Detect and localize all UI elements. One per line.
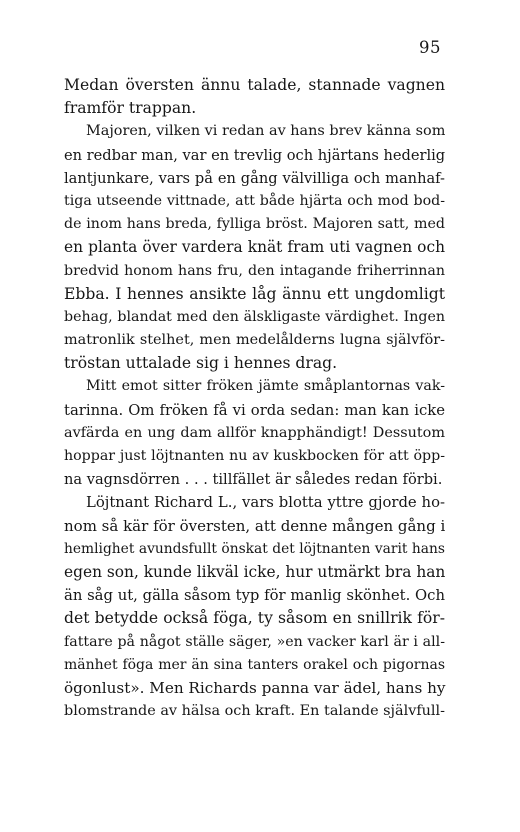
text-line: behag, blandat med den älskligaste värdighet. Ingen [64,308,445,325]
text-line: mänhet föga mer än sina tanters orakel och pigornas [64,656,445,673]
text-line: Ebba. I hennes ansikte låg ännu ett ungdomligt [64,284,445,303]
text-line: tröstan uttalade sig i hennes drag. [64,354,338,373]
text-line: egen son, kunde likväl icke, hur utmärkt bra han [64,562,446,581]
text-line: fattare på något ställe säger, »en vacker karl är i all- [64,633,445,650]
page-number: 95 [419,38,441,57]
text-line: avfärda en ung dam allför knapphändigt! Dessutom [64,424,445,441]
text-line: tarinna. Om fröken få vi orda sedan: man kan icke [64,401,445,419]
text-line: nom så kär för översten, att denne mången gång i [64,516,446,535]
text-line: de inom hans breda, fylliga bröst. Majoren satt, med [64,216,445,233]
text-line: ögonlust». Men Richards panna var ädel, hans hy [64,678,446,697]
text-line: lantjunkare, vars på en gång välvilliga och manhaf- [64,169,445,187]
text-line: hemlighet avundsfullt önskat det löjtnanten varit hans [64,540,445,557]
text-line: blomstrande av hälsa och kraft. En talande självfull- [64,703,445,720]
text-line: na vagnsdörren . . . tillfället är således redan förbi. [64,471,443,489]
text-line: det betydde också föga, ty såsom en snillrik för- [64,609,445,628]
body-text [64,74,445,723]
text-line: Mitt emot sitter fröken jämte småplantornas vak- [86,378,445,395]
text-line: hoppar just löjtnanten nu av kuskbocken för att öpp- [64,448,445,464]
text-line: än såg ut, gälla såsom typ för manlig skönhet. Och [64,587,445,605]
text-line: matronlik stelhet, men medelålderns lugna självför- [64,332,445,349]
text-line: tiga utseende vittnade, att både hjärta och mod bod- [64,192,445,209]
text-line: framför trappan. [64,99,197,118]
text-line: en redbar man, var en trevlig och hjärtans hederlig [64,146,446,164]
text-line: en planta över vardera knät fram uti vagnen och [64,238,445,257]
text-line: bredvid honom hans fru, den intagande friherrinnan [64,262,445,279]
text-line: Medan översten ännu talade, stannade vagnen [64,76,445,94]
text-line: Majoren, vilken vi redan av hans brev känna som [86,123,446,140]
text-line: Löjtnant Richard L., vars blotta yttre gjorde ho- [86,494,445,512]
